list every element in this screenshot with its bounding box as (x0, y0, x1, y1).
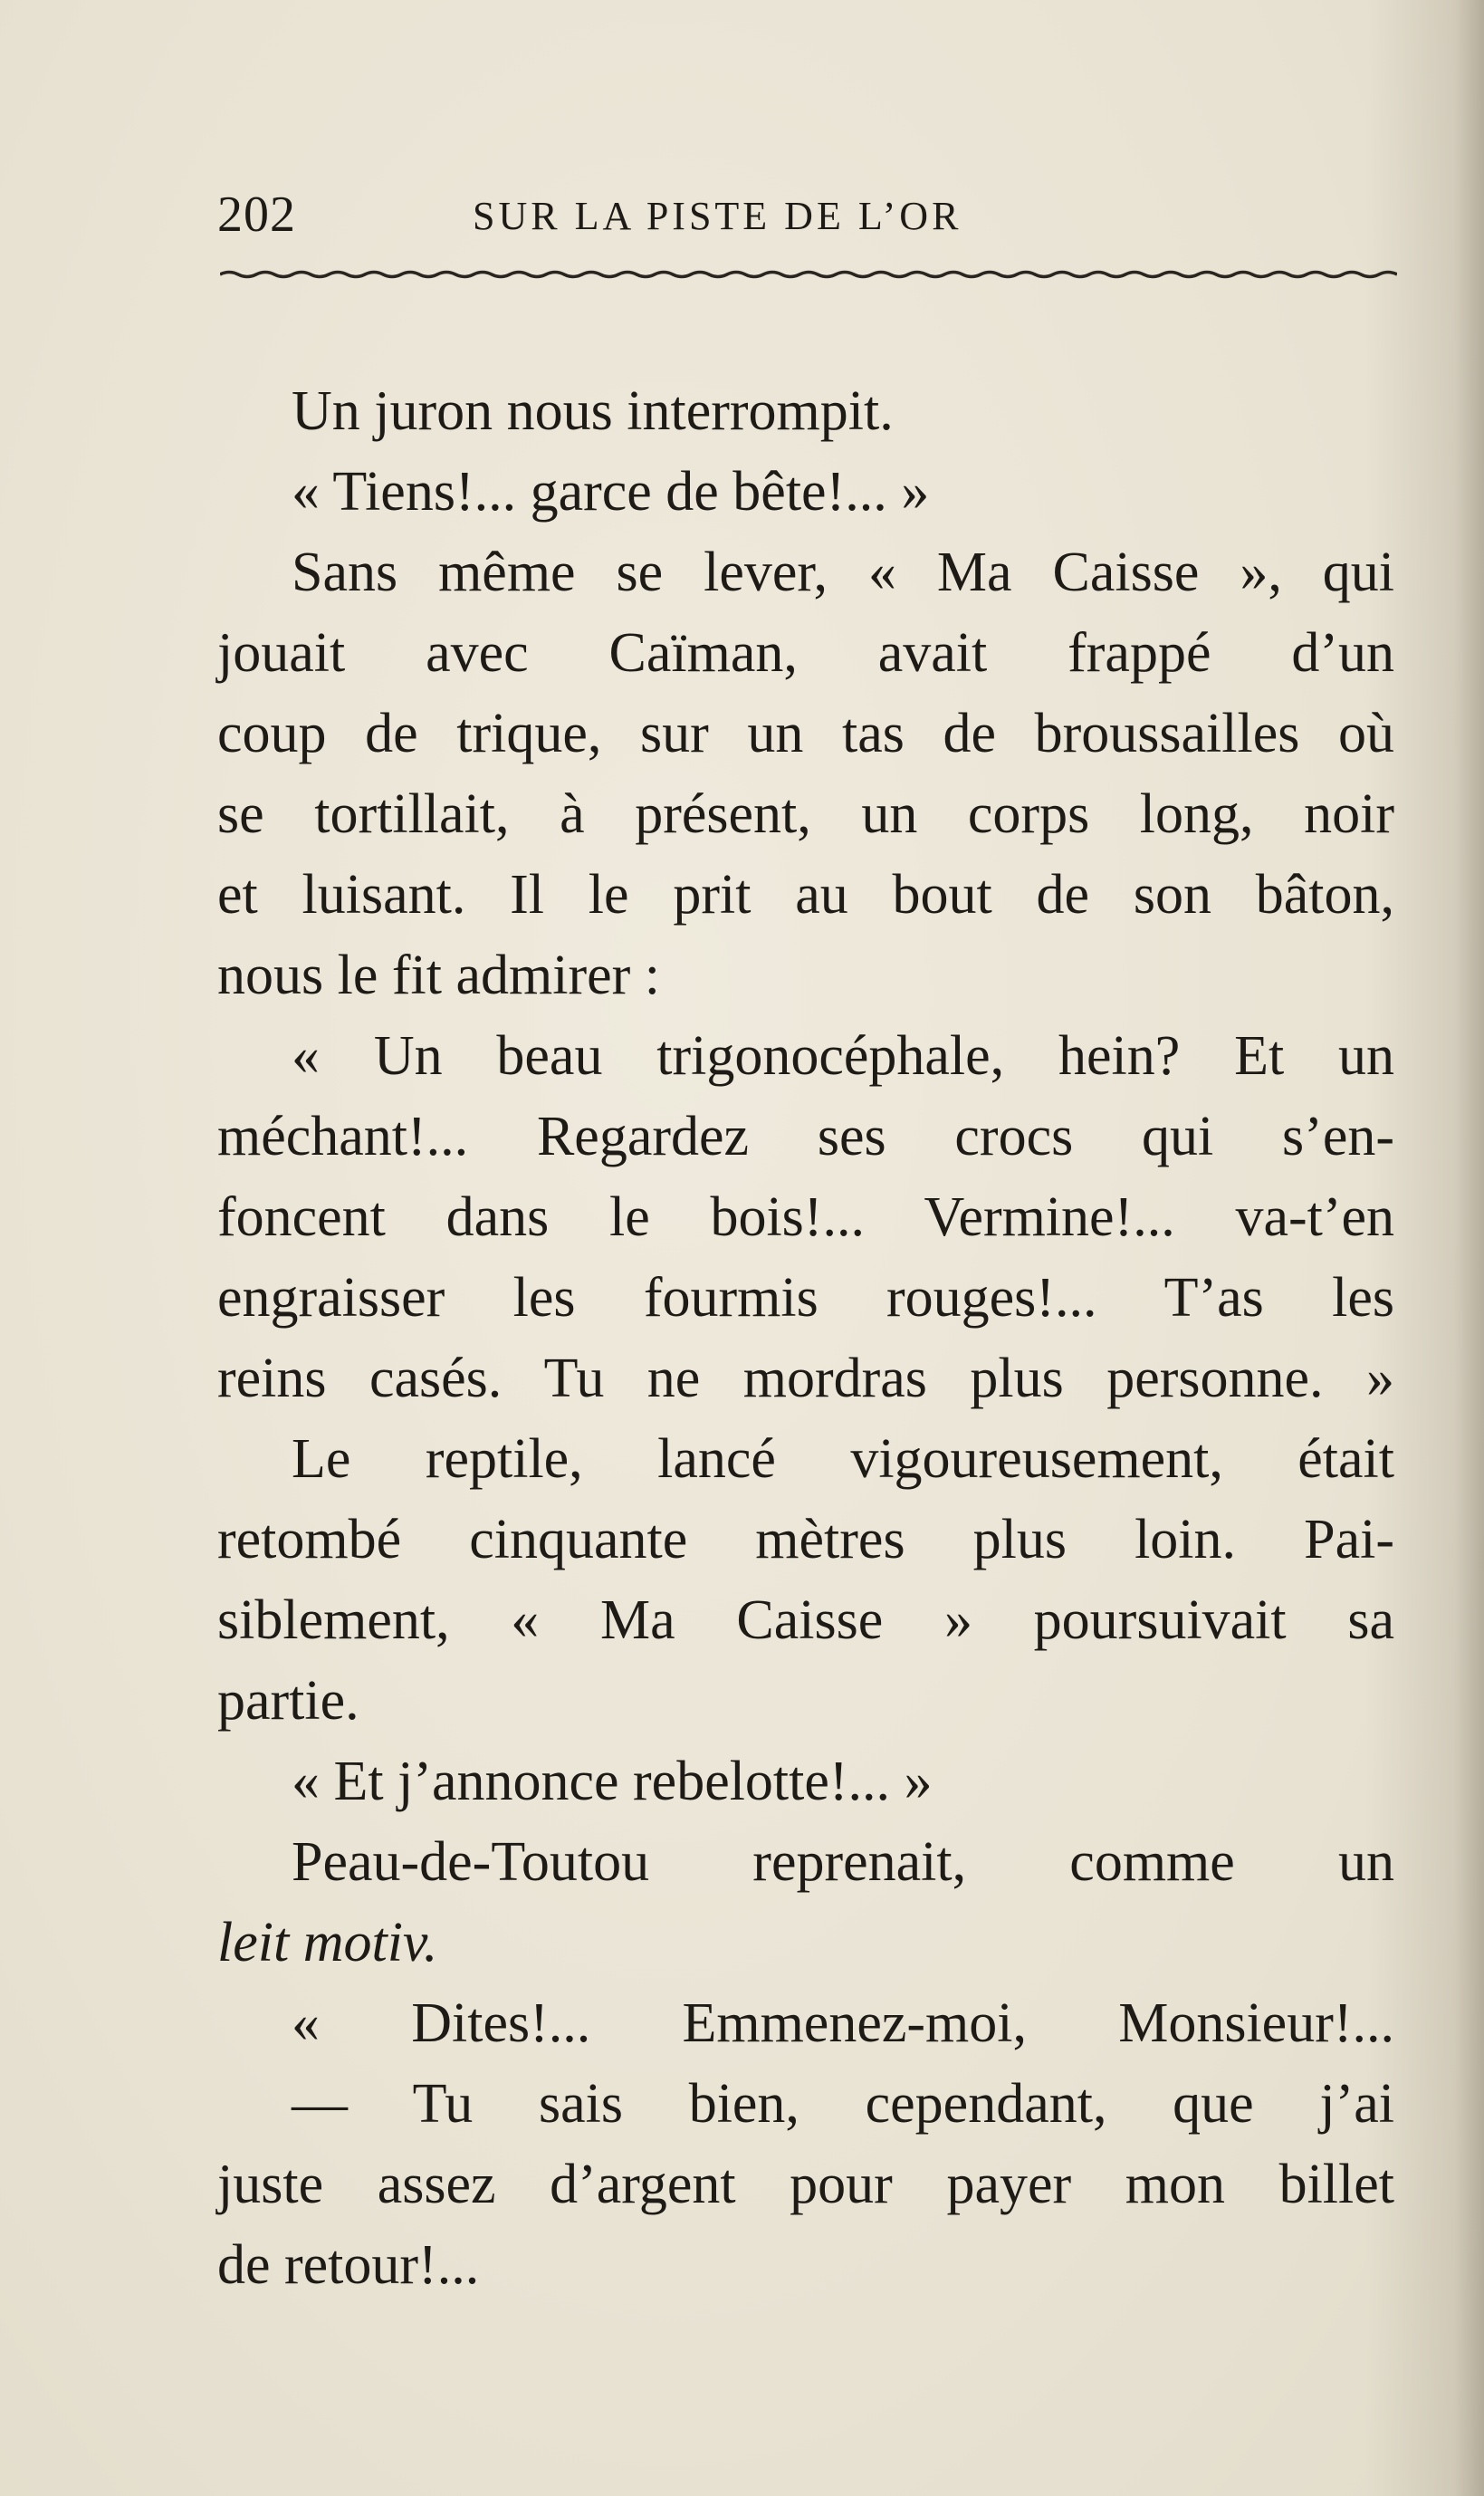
body-text (217, 371, 1394, 2306)
text-line: nous le fit admirer : (217, 945, 660, 1006)
text-line: reins casés. Tu ne mordras plus personne. » (217, 1348, 1394, 1409)
text-line: et luisant. Il le prit au bout de son bâton, (217, 864, 1394, 926)
text-line: « Un beau trigonocéphale, hein? Et un (292, 1025, 1394, 1087)
text-line: se tortillait, à présent, un corps long, noir (217, 783, 1394, 845)
text-line: jouait avec Caïman, avait frappé d’un (217, 622, 1394, 684)
text-line: juste assez d’argent pour payer mon billet (217, 2154, 1394, 2215)
text-line: Peau-de-Toutou reprenait, comme un (292, 1831, 1394, 1893)
text-line: coup de trique, sur un tas de broussailles où (217, 703, 1394, 764)
text-line: siblement, « Ma Caisse » poursuivait sa (217, 1589, 1394, 1651)
page-number: 202 (217, 187, 296, 243)
text-line: de retour!... (217, 2234, 480, 2296)
text-line: « Dites!... Emmenez-moi, Monsieur!... (292, 1992, 1394, 2054)
text-line: foncent dans le bois!... Vermine!... va-t’en (217, 1186, 1394, 1248)
header-ornamental-rule (220, 268, 1397, 281)
text-line: partie. (217, 1670, 359, 1732)
text-line: engraisser les fourmis rouges!... T’as les (217, 1267, 1394, 1329)
text-line: Sans même se lever, « Ma Caisse », qui (292, 542, 1394, 603)
text-line: méchant!... Regardez ses crocs qui s’en- (217, 1106, 1394, 1167)
text-line: Un juron nous interrompit. (292, 380, 894, 442)
text-line: retombé cinquante mètres plus loin. Pai- (217, 1509, 1394, 1570)
text-line: Le reptile, lancé vigoureusement, était (292, 1428, 1394, 1490)
text-line: « Et j’annonce rebelotte!... » (292, 1751, 933, 1812)
text-line: « Tiens!... garce de bête!... » (292, 461, 930, 523)
running-title: SUR LA PISTE DE L’OR (473, 194, 962, 238)
page-header (217, 186, 1394, 249)
text-line: — Tu sais bien, cependant, que j’ai (292, 2073, 1394, 2135)
text-line: leit motiv. (217, 1912, 438, 1973)
